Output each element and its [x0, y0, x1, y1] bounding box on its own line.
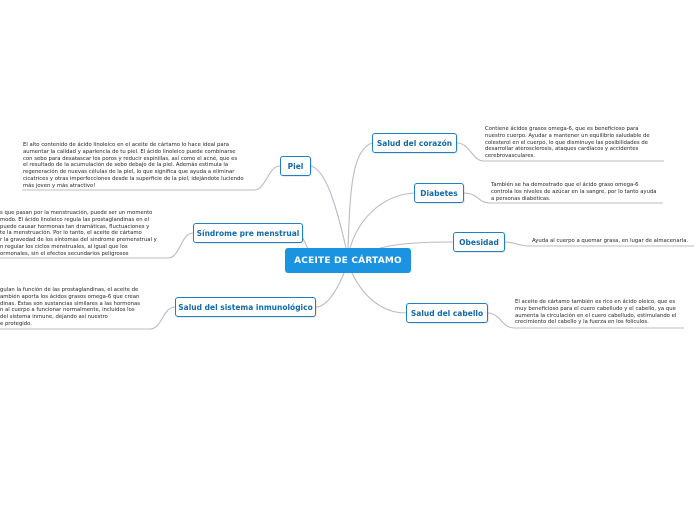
topic-sistema-inmunologico[interactable]: Salud del sistema inmunológico — [175, 297, 316, 317]
topic-obesidad[interactable]: Obesidad — [453, 232, 505, 252]
note-line: ormonales, sin el efectos secundarios peligrosos — [0, 250, 129, 257]
note-line: a personas diabéticas. — [491, 195, 551, 202]
connector-inmunologico — [316, 273, 344, 307]
central-topic[interactable]: ACEITE DE CÁRTAMO — [285, 248, 411, 273]
note-line: regeneración de nuevas células de la piel, lo que significa que ayuda a eliminar — [23, 169, 235, 176]
note-line: más joven y más atractivo! — [23, 182, 96, 189]
note-line: del sistema inmune, dejando así nuestro — [0, 314, 108, 321]
note-line: n regular los ciclos menstruales, al igual que los — [0, 243, 128, 250]
topic-piel[interactable]: Piel — [280, 156, 311, 176]
note-line: gulan la función de las prostaglandinas, el aceite de — [0, 287, 139, 293]
note-line: n al cuerpo a funcionar normalmente, incluidos los — [0, 307, 135, 314]
note-line: puede causar hormonas tan dramáticas, fluctuaciones y — [0, 223, 150, 230]
note-line: s que pasan por la menstruación, puede ser un momento — [0, 210, 153, 216]
note-line: Contiene ácidos grasos omega-6, que es beneficioso para — [485, 126, 639, 132]
connector-corazon — [348, 143, 372, 248]
note-line: modo. El ácido linoleico regula las prostaglandinas en el — [0, 216, 149, 223]
note-line: crecimiento del cabello y la fuerza en los folículos. — [515, 319, 649, 326]
note-line: te la menstruación. Por lo tanto, el aceite de cártamo — [0, 230, 142, 237]
note-sindrome-premenstrual — [0, 210, 157, 258]
note-line: e protegido. — [0, 320, 32, 327]
note-line: cicatrices y otras imperfecciones desde la superficie de la piel, idejándote luciendo — [23, 175, 244, 182]
note-line: También se ha demostrado que el ácido graso omega-6 — [491, 182, 639, 188]
topic-diabetes[interactable]: Diabetes — [414, 183, 464, 203]
note-salud-corazon — [485, 126, 650, 160]
note-line: desarrollar aterosclerosis, ataques cardíacos y accidentes — [485, 146, 639, 153]
note-diabetes — [491, 182, 657, 202]
note-line: aumentar la calidad y apariencia de tu piel. El ácido linoleico puede combinarse — [23, 148, 236, 155]
note-line: con sebo para desatascar los poros y reducir espinillas, así como el acné, que es — [23, 155, 238, 162]
note-line: controla los niveles de azúcar en la sangre, por lo tanto ayuda — [491, 188, 657, 195]
note-line: aumenta la circulación en el cuero cabelludo, estimulando el — [515, 312, 677, 319]
note-line: cerebrovasculares. — [485, 153, 536, 160]
note-line: El aceite de cártamo también es rico en ácido oleico, que es — [515, 299, 676, 305]
note-piel — [23, 142, 244, 190]
connector-diabetes — [350, 193, 414, 248]
topic-salud-cabello[interactable]: Salud del cabello — [406, 303, 488, 323]
note-line: nuestro cuerpo. Ayudar a mantener un equilibrio saludable de — [485, 132, 650, 139]
note-line: dinas. Estas son sustancias similares a las hormonas — [0, 300, 140, 307]
connector-cabello — [352, 273, 406, 313]
note-line: r la gravedad de los síntomas del síndrome premenstrual y — [0, 237, 157, 244]
connector-piel — [311, 166, 346, 248]
note-line: El alto contenido de ácido linoleico en el aceite de cártamo lo hace ideal para — [23, 142, 230, 148]
note-line: ambién aporta los ácidos grasos omega-6 que crean — [0, 293, 140, 300]
topic-salud-corazon[interactable]: Salud del corazón — [372, 133, 457, 153]
note-line: colesterol en el cuerpo, lo que disminuye las posibilidades de — [485, 139, 648, 146]
note-sistema-inmunologico — [0, 287, 140, 328]
note-salud-cabello — [515, 299, 676, 326]
note-obesidad — [532, 238, 688, 245]
note-line: Ayuda al cuerpo a quemar grasa, en lugar de almacenarla. — [532, 238, 689, 244]
topic-sindrome-premenstrual[interactable]: Síndrome pre menstrual — [193, 223, 303, 243]
note-line: el resultado de la acumulación de sebo debajo de la piel. Además estimula la — [23, 162, 229, 169]
note-line: muy beneficioso para el cuero cabelludo y el cabello, ya que — [515, 305, 676, 312]
